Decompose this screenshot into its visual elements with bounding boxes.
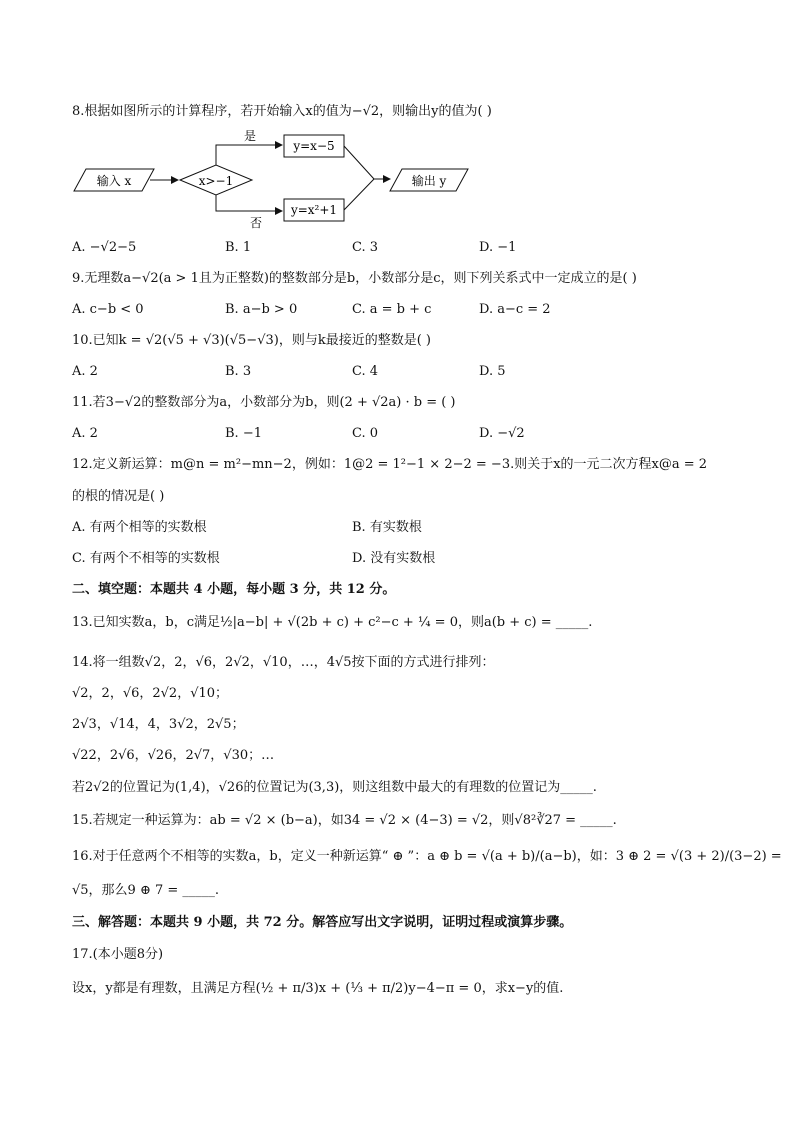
q12-option-a: A. 有两个相等的实数根 bbox=[72, 520, 207, 535]
q9-option-a: A. c−b < 0 bbox=[72, 302, 144, 317]
q13-stem: 13.已知实数a，b，c满足½|a−b| + √(2b + c) + c²−c + ¼ = 0，则a(b + c) = _____. bbox=[72, 615, 593, 630]
q11-stem: 11.若3−√2的整数部分为a，小数部分为b，则(2 + √2a) · b = ( ) bbox=[72, 395, 456, 410]
q10-option-a: A. 2 bbox=[72, 364, 98, 379]
q11-option-d: D. −√2 bbox=[479, 426, 525, 441]
q14-row-2: 2√3，√14，4，3√2，2√5； bbox=[72, 717, 245, 732]
q10-option-b: B. 3 bbox=[225, 364, 252, 379]
q8-option-d: D. −1 bbox=[479, 240, 517, 255]
q9-option-c: C. a = b + c bbox=[352, 302, 432, 317]
q9-option-b: B. a−b > 0 bbox=[225, 302, 298, 317]
q12-option-d: D. 没有实数根 bbox=[352, 551, 436, 566]
q17-stem: 设x，y都是有理数，且满足方程(½ + π/3)x + (⅓ + π/2)y−4−π = 0，求x−y的值. bbox=[72, 981, 564, 996]
q14-stem: 14.将一组数√2，2，√6，2√2，√10，…，4√5按下面的方式进行排列： bbox=[72, 655, 495, 670]
q14-tail: 若2√2的位置记为(1,4)，√26的位置记为(3,3)，则这组数中最大的有理数的位置记为_____. bbox=[72, 780, 597, 795]
q11-option-b: B. −1 bbox=[225, 426, 262, 441]
q15-stem: 15.若规定一种运算为：ab = √2 × (b−a)，如34 = √2 × (4−3) = √2，则√8²∛27 = _____. bbox=[72, 813, 617, 828]
flow-input-text: 输入 x bbox=[96, 174, 132, 188]
q17-header: 17.(本小题8分) bbox=[72, 947, 164, 962]
flow-yes-label: 是 bbox=[243, 129, 257, 143]
q8-option-b: B. 1 bbox=[225, 240, 252, 255]
flow-decision-text: x>−1 bbox=[198, 174, 234, 188]
q11-option-a: A. 2 bbox=[72, 426, 98, 441]
flow-no-label: 否 bbox=[249, 216, 263, 230]
q16-line1: 16.对于任意两个不相等的实数a，b，定义一种新运算“ ⊕ ”：a ⊕ b = √(a + b)/(a−b)，如：3 ⊕ 2 = √(3 + 2)/(3−2) = bbox=[72, 849, 782, 864]
q8-option-c: C. 3 bbox=[352, 240, 379, 255]
q10-option-c: C. 4 bbox=[352, 364, 379, 379]
q9-option-d: D. a−c = 2 bbox=[479, 302, 551, 317]
q12-stem-line2: 的根的情况是( ) bbox=[72, 489, 165, 504]
flowchart bbox=[72, 125, 472, 235]
q16-line2: √5，那么9 ⊕ 7 = _____. bbox=[72, 883, 220, 898]
q12-option-b: B. 有实数根 bbox=[352, 520, 422, 535]
q14-row-3: √22，2√6，√26，2√7，√30；… bbox=[72, 748, 275, 763]
q11-option-c: C. 0 bbox=[352, 426, 379, 441]
q8-stem: 8.根据如图所示的计算程序，若开始输入x的值为−√2，则输出y的值为( ) bbox=[72, 104, 492, 119]
flow-box-yes-text: y=x−5 bbox=[293, 139, 335, 153]
q14-row-1: √2，2，√6，2√2，√10； bbox=[72, 686, 229, 701]
q10-option-d: D. 5 bbox=[479, 364, 506, 379]
q12-stem-line1: 12.定义新运算：m@n = m²−mn−2，例如：1@2 = 1²−1 × 2−2 = −3.则关于x的一元二次方程x@a = 2 bbox=[72, 457, 708, 472]
section-2-heading: 二、填空题：本题共 4 小题，每小题 3 分，共 12 分。 bbox=[72, 582, 396, 597]
q8-option-a: A. −√2−5 bbox=[72, 240, 137, 255]
flow-box-no-text: y=x²+1 bbox=[290, 203, 338, 217]
q12-option-c: C. 有两个不相等的实数根 bbox=[72, 551, 220, 566]
section-3-heading: 三、解答题：本题共 9 小题，共 72 分。解答应写出文字说明，证明过程或演算步骤。 bbox=[72, 915, 573, 930]
flow-output-text: 输出 y bbox=[411, 174, 447, 188]
q9-stem: 9.无理数a−√2(a > 1且为正整数)的整数部分是b，小数部分是c，则下列关系式中一定成立的是( ) bbox=[72, 271, 637, 286]
q10-stem: 10.已知k = √2(√5 + √3)(√5−√3)，则与k最接近的整数是( ) bbox=[72, 333, 431, 348]
